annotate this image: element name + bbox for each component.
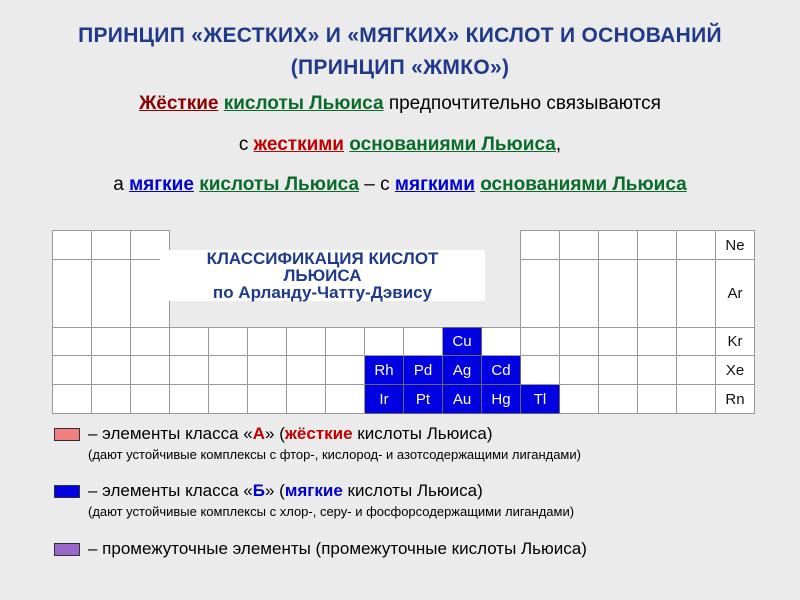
- pt-cell: [326, 385, 365, 414]
- element-ir: Ir: [365, 385, 404, 414]
- legend-b-letter: Б: [252, 481, 265, 500]
- pt-cell: [53, 260, 92, 328]
- pt-cell: [53, 385, 92, 414]
- pt-cell: [638, 385, 677, 414]
- element-tl: Tl: [521, 385, 560, 414]
- lewis-bases-phrase: основаниями Льюиса: [349, 134, 556, 155]
- hard-bases-word: жесткими: [253, 134, 344, 155]
- lewis-acids-phrase: кислоты Льюиса: [223, 93, 384, 114]
- pt-cell: [404, 328, 443, 356]
- legend-a-suffix: кислоты Льюиса): [352, 424, 493, 443]
- pt-cell: [131, 356, 170, 385]
- element-ag: Ag: [443, 356, 482, 385]
- classification-line-3: по Арланду-Чатту-Дэвису: [212, 283, 433, 302]
- element-au: Au: [443, 385, 482, 414]
- pt-cell: [209, 328, 248, 356]
- legend-a-hard: жёсткие: [284, 424, 353, 443]
- statement-rest: предпочтительно связываются: [383, 93, 661, 114]
- pt-cell: [131, 328, 170, 356]
- pt-cell: [170, 385, 209, 414]
- legend-b-soft: мягкие: [284, 481, 343, 500]
- legend-a-note: (дают устойчивые комплексы с фтор-, кислород- и азотсодержащими лигандами): [88, 447, 581, 462]
- legend-b-mid: » (: [264, 481, 285, 500]
- pt-cell: [170, 328, 209, 356]
- pt-cell: [560, 328, 599, 356]
- pt-cell: [521, 260, 560, 328]
- legend-b-prefix: – элементы класса «: [88, 481, 253, 500]
- classification-line-1: КЛАССИФИКАЦИЯ КИСЛОТ: [206, 249, 439, 268]
- element-rn: Rn: [716, 385, 755, 414]
- pt-cell: [560, 231, 599, 260]
- pt-cell: [638, 356, 677, 385]
- pt-cell: [287, 356, 326, 385]
- legend-a-prefix: – элементы класса «: [88, 424, 253, 443]
- pt-cell: [521, 356, 560, 385]
- pt-cell: [365, 328, 404, 356]
- statement-line-2: [0, 134, 800, 156]
- element-cu: Cu: [443, 328, 482, 356]
- legend-class-a: [54, 424, 493, 444]
- pt-cell: [248, 356, 287, 385]
- element-ar: Ar: [716, 260, 755, 328]
- pt-cell: [92, 260, 131, 328]
- pt-cell: [560, 260, 599, 328]
- legend-b-suffix: кислоты Льюиса): [342, 481, 483, 500]
- pt-cell: [599, 260, 638, 328]
- pt-cell: [521, 328, 560, 356]
- pt-cell: [521, 231, 560, 260]
- intermediate-swatch: [54, 543, 80, 556]
- element-rh: Rh: [365, 356, 404, 385]
- classification-title: [160, 250, 485, 301]
- pt-cell: [638, 328, 677, 356]
- class-a-swatch: [54, 428, 80, 441]
- pt-cell: [599, 231, 638, 260]
- element-pt: Pt: [404, 385, 443, 414]
- legend-intermediate: [54, 539, 587, 559]
- pt-cell: [599, 328, 638, 356]
- pt-cell: [677, 328, 716, 356]
- pt-cell: [92, 328, 131, 356]
- soft-bases-word: мягкими: [394, 174, 475, 195]
- element-kr: Kr: [716, 328, 755, 356]
- soft-acids-word: мягкие: [129, 174, 194, 195]
- element-cd: Cd: [482, 356, 521, 385]
- pt-cell: [92, 385, 131, 414]
- statement-comma: ,: [555, 134, 562, 155]
- pt-cell: [638, 260, 677, 328]
- pt-cell: [248, 385, 287, 414]
- pt-cell: [53, 328, 92, 356]
- pt-cell: [209, 356, 248, 385]
- pt-cell: [677, 231, 716, 260]
- pt-cell: [326, 328, 365, 356]
- element-hg: Hg: [482, 385, 521, 414]
- pt-cell: [482, 328, 521, 356]
- pt-cell: [560, 356, 599, 385]
- statement-prefix-3: а: [113, 174, 130, 195]
- pt-cell: [53, 231, 92, 260]
- pt-cell: [92, 231, 131, 260]
- pt-cell: [53, 356, 92, 385]
- legend-b-note: (дают устойчивые комплексы с хлор-, серу- и фосфорсодержащими лигандами): [88, 504, 575, 519]
- pt-cell: [677, 385, 716, 414]
- legend-class-b: [54, 481, 483, 501]
- page-subtitle: (ПРИНЦИП «ЖМКО»): [290, 56, 510, 79]
- statement-line-3: [0, 174, 800, 196]
- lewis-acids-phrase-2: кислоты Льюиса: [199, 174, 360, 195]
- pt-cell: [560, 385, 599, 414]
- lewis-bases-phrase-2: основаниями Льюиса: [480, 174, 687, 195]
- statement-line-1: [0, 93, 800, 115]
- classification-line-2: ЛЬЮИСА: [283, 266, 362, 285]
- pt-cell: [677, 356, 716, 385]
- hard-acids-word: Жёсткие: [139, 93, 219, 114]
- statement-prefix: с: [238, 134, 254, 155]
- pt-cell: [287, 385, 326, 414]
- pt-cell: [209, 385, 248, 414]
- pt-cell: [677, 260, 716, 328]
- legend-c-text: – промежуточные элементы (промежуточные кислоты Льюиса): [88, 539, 587, 558]
- pt-cell: [92, 356, 131, 385]
- pt-cell: [599, 385, 638, 414]
- pt-cell: [326, 356, 365, 385]
- pt-cell: [287, 328, 326, 356]
- pt-cell: [131, 385, 170, 414]
- legend-a-mid: » (: [265, 424, 285, 443]
- class-b-swatch: [54, 485, 80, 498]
- element-xe: Xe: [716, 356, 755, 385]
- legend-a-letter: А: [252, 424, 266, 443]
- element-pd: Pd: [404, 356, 443, 385]
- pt-cell: [170, 356, 209, 385]
- pt-cell: [599, 356, 638, 385]
- element-ne: Ne: [716, 231, 755, 260]
- statement-dash: – с: [359, 174, 395, 195]
- pt-cell: [638, 231, 677, 260]
- page-title: ПРИНЦИП «ЖЕСТКИХ» И «МЯГКИХ» КИСЛОТ И ОСНОВАНИЙ: [78, 24, 722, 47]
- pt-cell: [248, 328, 287, 356]
